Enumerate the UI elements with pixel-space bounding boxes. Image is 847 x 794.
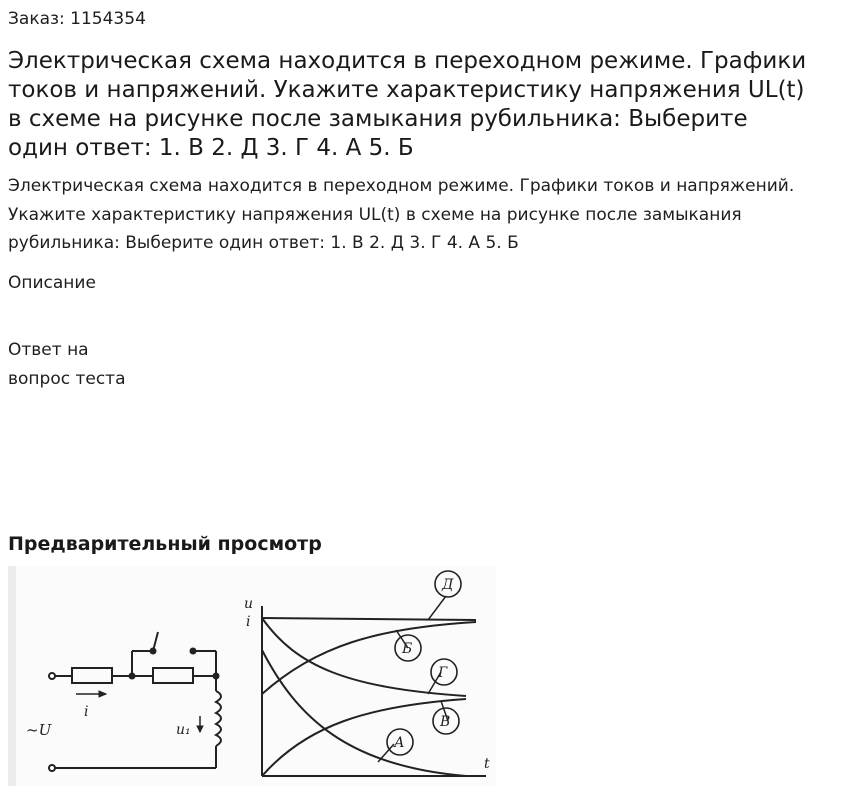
switch-blade [153,632,158,651]
inductor [216,691,221,746]
graph-y-label-i: i [246,614,251,630]
resistor-2 [153,668,193,683]
curve-label-g: Г [438,665,448,681]
page-title: Электрическая схема находится в переходном режиме. Графики токов и напряжений. Укажите характеристику напряжения UL(t) в схеме на рисунке после замыкания рубильника: Выберите один ответ: 1. В 2. Д 3. Г 4. А 5. Б [8,48,807,161]
answer-block [8,336,208,393]
preview-image [8,566,496,786]
order-number: Заказ: 1154354 [8,9,146,29]
current-label: i [84,704,89,720]
answer-line-1: Ответ на [8,340,89,360]
circuit-diagram [49,632,221,771]
curve-v [262,699,466,776]
terminal-bottom [49,765,55,771]
preview-heading: Предварительный просмотр [8,533,322,555]
transient-graph [262,571,486,776]
description-text: Электрическая схема находится в переходном режиме. Графики токов и напряжений. Укажите характеристику напряжения UL(t) в схеме на рисунке после замыкания рубильника: Выберите один ответ: 1. В 2. Д 3. Г 4. А 5. Б [8,176,795,253]
curve-d [262,618,476,620]
circuit-and-graph-figure [16,566,496,786]
curve-label-b: Б [402,641,413,657]
curve-label-d: Д [442,577,454,593]
description-heading: Описание [8,273,96,293]
answer-line-2: вопрос теста [8,368,126,389]
resistor-1 [72,668,112,683]
terminal-top [49,673,55,679]
source-label: ~U [26,721,52,739]
graph-x-label-t: t [484,756,490,772]
graph-y-label-u: u [244,596,254,612]
curve-label-a: А [394,735,405,751]
curve-g [262,618,466,696]
curve-label-v: В [440,714,451,730]
inductor-voltage-label: u₁ [176,722,191,738]
